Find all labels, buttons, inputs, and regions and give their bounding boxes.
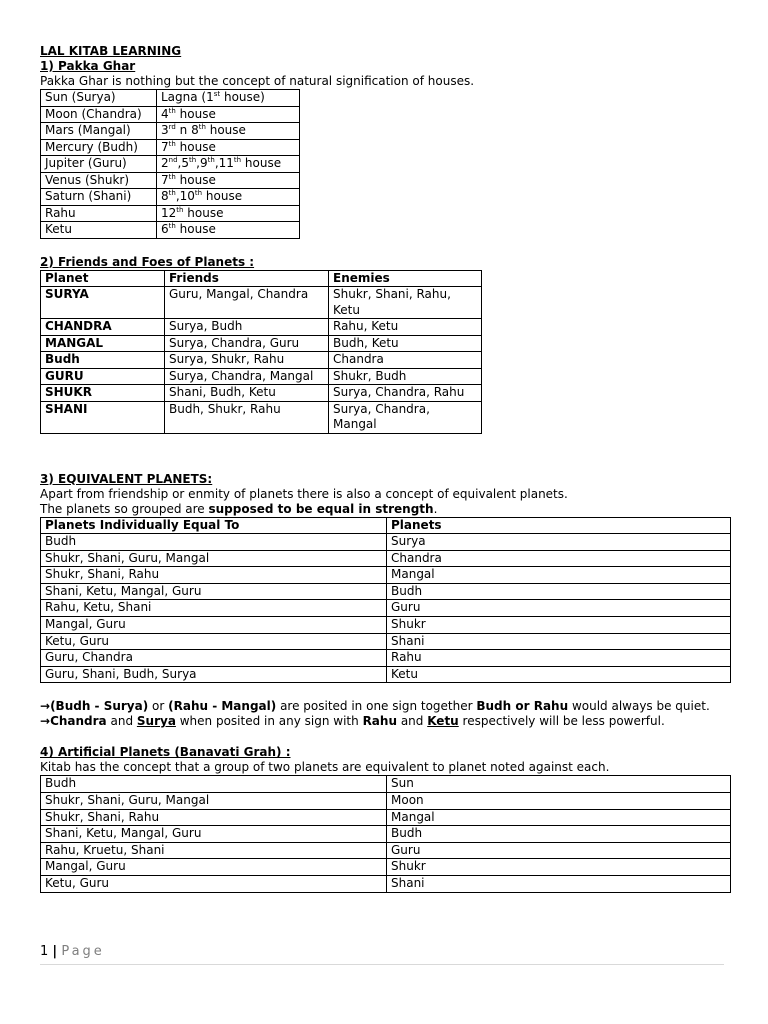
table-row xyxy=(41,106,300,123)
enemies-cell: Chandra xyxy=(329,352,482,369)
equal-to-cell: Guru, Chandra xyxy=(41,650,387,667)
equal-to-cell: Shukr, Shani, Rahu xyxy=(41,567,387,584)
planet-group-cell: Mangal, Guru xyxy=(41,859,387,876)
equal-to-cell: Ketu, Guru xyxy=(41,633,387,650)
house-text: house xyxy=(183,205,224,220)
ordinal-suffix: th xyxy=(207,156,215,164)
house-cell xyxy=(157,189,300,206)
planet-group-cell: Budh xyxy=(41,776,387,793)
pakka-ghar-table xyxy=(40,89,300,239)
note-term: Surya xyxy=(136,714,176,729)
house-text: house xyxy=(202,189,243,203)
section-1-intro: Pakka Ghar is nothing but the concept of natural signification of houses. xyxy=(40,74,475,88)
arrow-icon: → xyxy=(40,714,51,729)
table-row xyxy=(41,567,731,584)
table-row xyxy=(41,842,731,859)
house-cell xyxy=(157,205,300,222)
table-header-row xyxy=(41,270,482,287)
planet-cell: Jupiter (Guru) xyxy=(41,156,157,173)
equivalent-planet-cell: Moon xyxy=(387,793,731,810)
planet-cell: SURYA xyxy=(41,287,165,319)
planet-cell: Shani xyxy=(387,633,731,650)
table-row xyxy=(41,205,300,222)
ordinal-suffix: th xyxy=(198,123,206,131)
planet-cell: SHUKR xyxy=(41,385,165,402)
planet-cell: SHANI xyxy=(41,401,165,433)
friends-cell: Surya, Shukr, Rahu xyxy=(165,352,329,369)
friends-cell: Surya, Chandra, Mangal xyxy=(165,368,329,385)
friends-cell: Surya, Budh xyxy=(165,319,329,336)
planet-cell: Rahu xyxy=(387,650,731,667)
friends-cell: Surya, Chandra, Guru xyxy=(165,335,329,352)
table-row xyxy=(41,859,731,876)
artificial-planets-table xyxy=(40,775,731,892)
ordinal-suffix: nd xyxy=(168,156,178,164)
equivalent-planet-cell: Mangal xyxy=(387,809,731,826)
house-text: house xyxy=(175,222,216,236)
friends-cell: Shani, Budh, Ketu xyxy=(165,385,329,402)
note-text: respectively will be less powerful. xyxy=(458,714,665,729)
table-row xyxy=(41,633,731,650)
house-cell xyxy=(157,139,300,156)
column-header-friends: Friends xyxy=(165,270,329,287)
house-text: ,9 xyxy=(196,156,208,170)
planet-cell: Moon (Chandra) xyxy=(41,106,157,123)
ordinal-suffix: th xyxy=(188,156,197,164)
column-header-planets: Planets xyxy=(387,517,731,534)
column-header-enemies: Enemies xyxy=(329,270,482,287)
house-text: house xyxy=(175,139,216,154)
page-label: Page xyxy=(61,944,105,959)
planet-cell: Mercury (Budh) xyxy=(41,139,157,156)
house-text: ,11 xyxy=(214,156,234,170)
column-header-equal-to: Planets Individually Equal To xyxy=(41,517,387,534)
table-row xyxy=(41,123,300,140)
planet-cell: Ketu xyxy=(41,222,157,239)
planet-cell: Saturn (Shani) xyxy=(41,189,157,206)
table-row xyxy=(41,90,300,107)
table-row xyxy=(41,139,300,156)
ordinal-suffix: th xyxy=(194,189,203,197)
planet-cell: MANGAL xyxy=(41,335,165,352)
strength-note-text: The planets so grouped are xyxy=(40,501,209,516)
planet-cell: CHANDRA xyxy=(41,319,165,336)
enemies-cell: Rahu, Ketu xyxy=(329,319,482,336)
planet-cell: Ketu xyxy=(387,666,731,683)
table-row xyxy=(41,335,482,352)
section-3-strength-note xyxy=(40,502,732,517)
planet-cell: GURU xyxy=(41,368,165,385)
note-text: when posited in any sign with xyxy=(175,714,363,729)
house-text: house xyxy=(205,123,246,137)
enemies-cell: Surya, Chandra, Rahu xyxy=(329,385,482,402)
equivalent-planet-cell: Shani xyxy=(387,876,731,893)
planet-group-cell: Shukr, Shani, Rahu xyxy=(41,809,387,826)
table-header-row xyxy=(41,517,731,534)
table-row xyxy=(41,156,300,173)
planet-cell: Mangal xyxy=(387,567,731,584)
note-budh-surya xyxy=(40,699,732,714)
table-row xyxy=(41,287,482,319)
equal-to-cell: Mangal, Guru xyxy=(41,617,387,634)
house-text: 3 xyxy=(161,123,169,137)
house-text: 7 xyxy=(161,139,169,154)
table-row xyxy=(41,368,482,385)
enemies-cell: Budh, Ketu xyxy=(329,335,482,352)
equal-to-cell: Budh xyxy=(41,534,387,551)
note-text: would always be quiet. xyxy=(568,699,710,714)
note-text: and xyxy=(397,714,428,729)
note-text: or xyxy=(148,699,169,714)
enemies-cell: Surya, Chandra, Mangal xyxy=(329,401,482,433)
planet-cell: Rahu xyxy=(41,205,157,222)
equivalent-planet-cell: Budh xyxy=(387,826,731,843)
planet-cell: Chandra xyxy=(387,550,731,567)
section-3-heading: 3) EQUIVALENT PLANETS: xyxy=(40,471,213,486)
note-term: (Rahu - Mangal) xyxy=(168,699,277,714)
house-cell xyxy=(157,90,300,107)
house-text: house xyxy=(175,106,216,121)
house-text: 12 xyxy=(161,205,177,220)
ordinal-suffix: th xyxy=(176,205,184,214)
house-cell xyxy=(157,156,300,173)
arrow-icon: → xyxy=(40,699,51,714)
table-row xyxy=(41,600,731,617)
ordinal-suffix: rd xyxy=(168,123,176,131)
planet-cell: Sun (Surya) xyxy=(41,90,157,107)
note-term: (Budh - Surya) xyxy=(50,699,149,714)
friends-cell: Budh, Shukr, Rahu xyxy=(165,401,329,433)
planet-cell: Budh xyxy=(387,583,731,600)
house-text: 7 xyxy=(161,172,169,187)
house-cell xyxy=(157,106,300,123)
strength-note-period: . xyxy=(433,501,438,516)
planet-cell: Mars (Mangal) xyxy=(41,123,157,140)
house-cell xyxy=(157,222,300,239)
section-2-heading: 2) Friends and Foes of Planets : xyxy=(40,254,255,269)
equivalent-planet-cell: Guru xyxy=(387,842,731,859)
house-text: 8 xyxy=(161,189,169,203)
ordinal-suffix: th xyxy=(168,172,176,181)
note-term: Rahu xyxy=(362,714,397,729)
house-text: 2 xyxy=(161,156,169,170)
house-text: ,5 xyxy=(177,156,189,170)
table-row xyxy=(41,385,482,402)
footer-separator: | xyxy=(52,944,58,959)
page-footer xyxy=(40,944,724,965)
table-row xyxy=(41,809,731,826)
house-text: ,10 xyxy=(175,189,195,203)
table-row xyxy=(41,776,731,793)
note-text: and xyxy=(106,714,137,729)
table-row xyxy=(41,319,482,336)
friends-cell: Guru, Mangal, Chandra xyxy=(165,287,329,319)
house-text: n 8 xyxy=(175,123,199,137)
equivalent-planet-cell: Shukr xyxy=(387,859,731,876)
note-term: Chandra xyxy=(50,714,107,729)
table-row xyxy=(41,583,731,600)
planet-cell: Surya xyxy=(387,534,731,551)
note-term: Ketu xyxy=(427,714,459,729)
ordinal-suffix: th xyxy=(233,156,242,164)
table-row xyxy=(41,172,300,189)
table-row xyxy=(41,650,731,667)
section-4-intro: Kitab has the concept that a group of two planets are equivalent to planet noted against each. xyxy=(40,760,610,775)
equal-to-cell: Rahu, Ketu, Shani xyxy=(41,600,387,617)
enemies-cell: Shukr, Shani, Rahu, Ketu xyxy=(329,287,482,319)
section-4-heading: 4) Artificial Planets (Banavati Grah) : xyxy=(40,745,291,760)
planet-cell: Venus (Shukr) xyxy=(41,172,157,189)
strength-note-emphasis: supposed to be equal in strength xyxy=(208,501,434,516)
note-text: are posited in one sign together xyxy=(276,699,477,714)
table-row xyxy=(41,401,482,433)
table-row xyxy=(41,793,731,810)
equivalent-planets-table xyxy=(40,517,731,684)
table-row xyxy=(41,189,300,206)
house-text: house) xyxy=(220,90,265,104)
house-cell xyxy=(157,172,300,189)
house-text: Lagna (1 xyxy=(161,90,214,104)
ordinal-suffix: th xyxy=(168,189,176,197)
equal-to-cell: Shani, Ketu, Mangal, Guru xyxy=(41,583,387,600)
equivalent-planet-cell: Sun xyxy=(387,776,731,793)
table-row xyxy=(41,876,731,893)
ordinal-suffix: th xyxy=(168,222,176,230)
friends-foes-table xyxy=(40,270,482,434)
document-title: LAL KITAB LEARNING xyxy=(40,44,182,58)
planet-group-cell: Ketu, Guru xyxy=(41,876,387,893)
column-header-planet: Planet xyxy=(41,270,165,287)
table-row xyxy=(41,534,731,551)
table-row xyxy=(41,826,731,843)
equal-to-cell: Guru, Shani, Budh, Surya xyxy=(41,666,387,683)
house-text: house xyxy=(241,156,282,170)
table-row xyxy=(41,550,731,567)
ordinal-suffix: th xyxy=(168,139,176,148)
enemies-cell: Shukr, Budh xyxy=(329,368,482,385)
page-number: 1 xyxy=(40,944,49,959)
house-text: 6 xyxy=(161,222,169,236)
section-3-intro: Apart from friendship or enmity of planets there is also a concept of equivalent planets. xyxy=(40,486,568,501)
planet-cell: Shukr xyxy=(387,617,731,634)
planet-cell: Budh xyxy=(41,352,165,369)
house-text: house xyxy=(175,172,216,187)
planet-cell: Guru xyxy=(387,600,731,617)
ordinal-suffix: st xyxy=(213,90,221,98)
note-chandra-surya xyxy=(40,714,732,729)
table-row xyxy=(41,666,731,683)
ordinal-suffix: th xyxy=(168,106,176,115)
equal-to-cell: Shukr, Shani, Guru, Mangal xyxy=(41,550,387,567)
note-term: Budh or Rahu xyxy=(476,699,569,714)
section-1-heading: 1) Pakka Ghar xyxy=(40,59,136,73)
planet-group-cell: Rahu, Kruetu, Shani xyxy=(41,842,387,859)
house-text: 4 xyxy=(161,106,169,121)
planet-group-cell: Shani, Ketu, Mangal, Guru xyxy=(41,826,387,843)
planet-group-cell: Shukr, Shani, Guru, Mangal xyxy=(41,793,387,810)
house-cell xyxy=(157,123,300,140)
table-row xyxy=(41,617,731,634)
document-page xyxy=(40,44,732,893)
table-row xyxy=(41,222,300,239)
table-row xyxy=(41,352,482,369)
